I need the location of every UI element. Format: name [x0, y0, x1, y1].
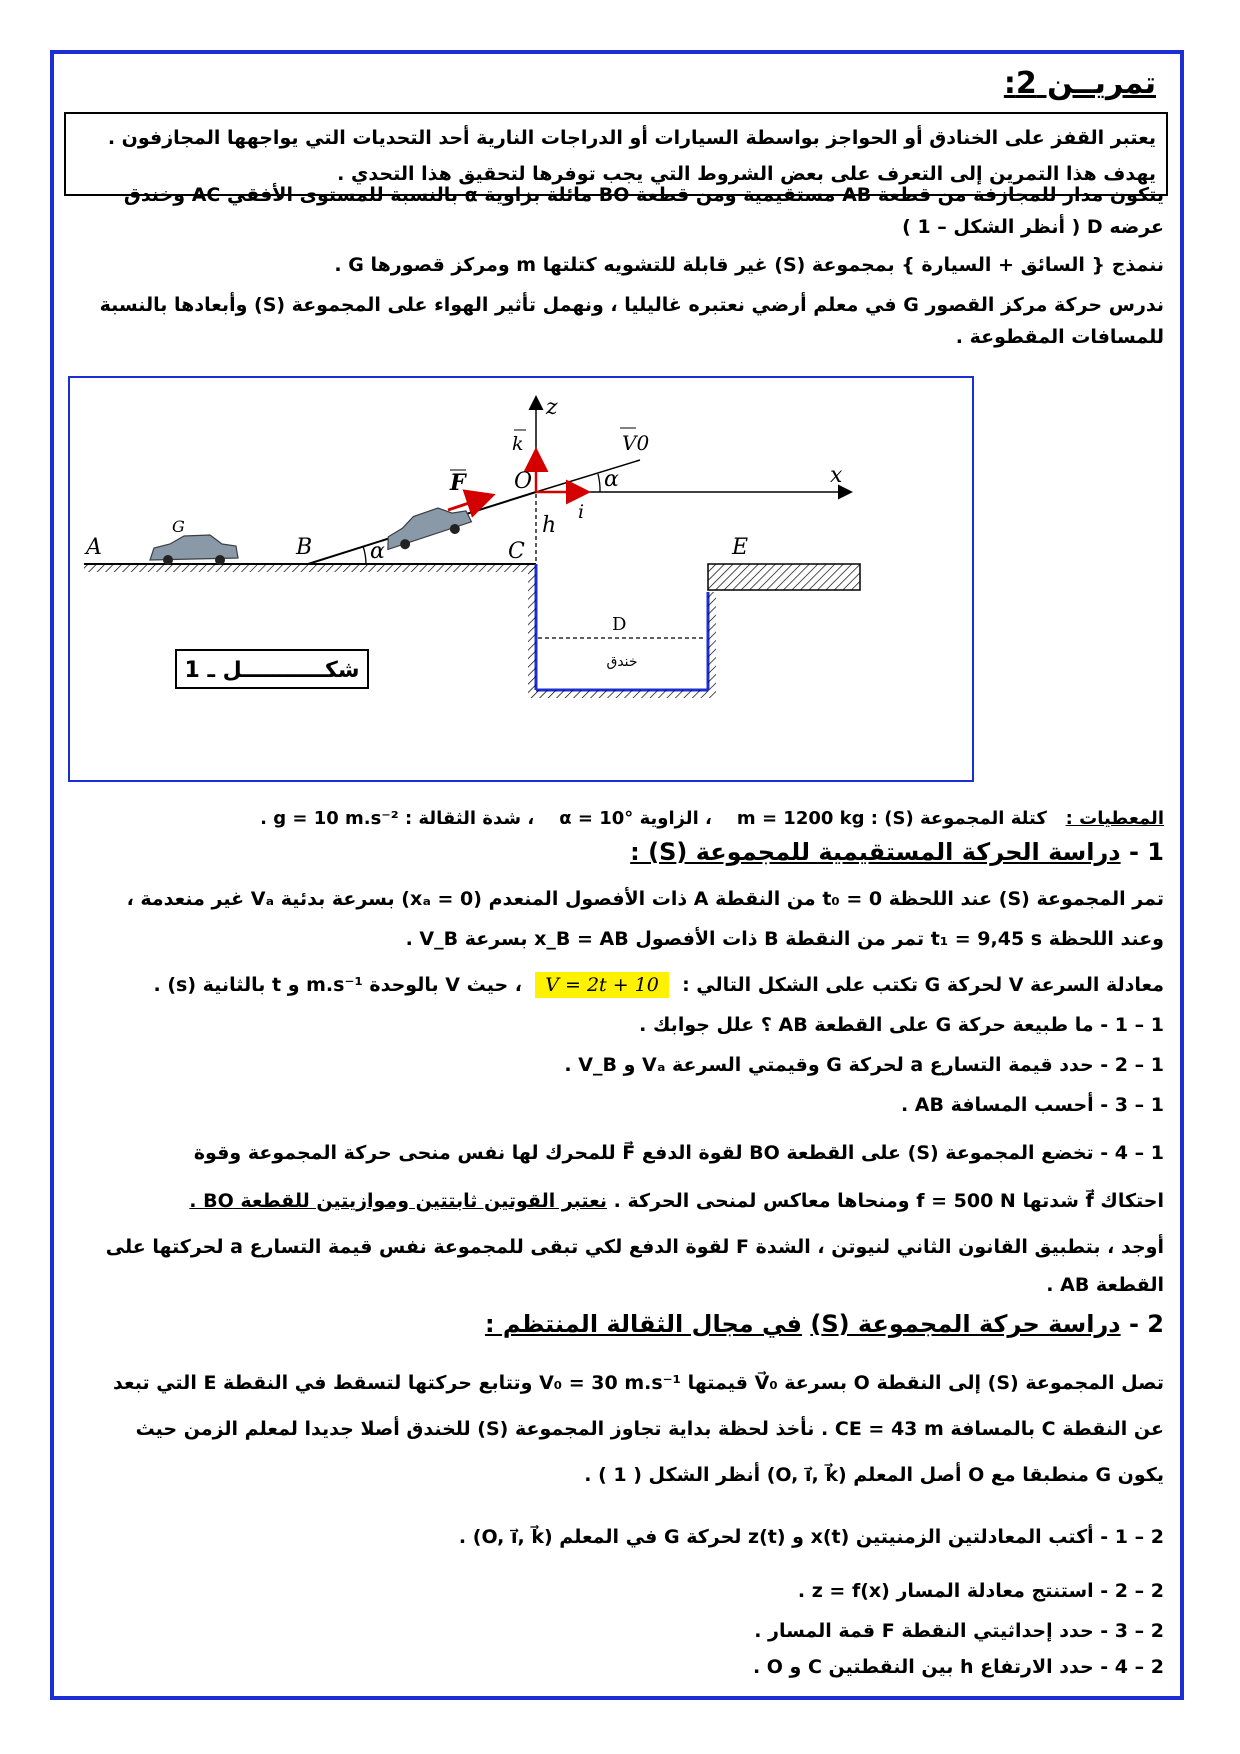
givens-angle: ، الزاوية α = 10°	[559, 808, 712, 829]
setup-line: ننمذج { السائق + السيارة } بمجموعة (S) غير قابلة للتشويه كتلتها m ومركز قصورها G .	[334, 254, 1164, 276]
givens-label: المعطيات :	[1065, 808, 1164, 829]
section-2-heading	[485, 1310, 1164, 1338]
car-at-A	[150, 535, 238, 565]
s1-velocity-intro: معادلة السرعة V لحركة G تكتب على الشكل التالي :	[682, 974, 1164, 996]
figure-caption: شكـــــــــــل ـ 1	[184, 658, 360, 683]
label-h: h	[542, 513, 557, 538]
velocity-equation: V = 2t + 10	[535, 972, 669, 998]
label-F: F	[450, 470, 466, 496]
q4-friction: احتكاك f⃗ شدتها f = 500 N ومنحاها معاكس لمنحى الحركة .	[613, 1190, 1164, 1212]
angle-arc-B	[363, 546, 366, 564]
landing-platform	[708, 564, 860, 590]
label-x: x	[830, 463, 843, 488]
question-1-1: 1 – 1 - ما طبيعة حركة G على القطعة AB ؟ علل جوابك .	[639, 1014, 1164, 1036]
trench-hatch-right	[708, 592, 716, 690]
label-k: k	[512, 433, 524, 455]
figure-diagram	[70, 378, 972, 780]
section-2-title-rest: في مجال الثقالة المنتظم :	[484, 1310, 802, 1338]
label-D: D	[612, 614, 627, 635]
label-trench: خندق	[606, 654, 638, 670]
angle-arc-O	[598, 474, 600, 492]
s1-line: وعند اللحظة t₁ = 9,45 s تمر من النقطة B ذات الأفصول x_B = AB بسرعة V_B .	[405, 928, 1164, 950]
question-2-2: 2 – 2 - استنتج معادلة المسار z = f(x) .	[797, 1580, 1164, 1602]
label-A: A	[86, 535, 102, 560]
givens-line	[260, 808, 1164, 829]
section-2-title: دراسة حركة المجموعة (S)	[810, 1310, 1121, 1338]
label-C: C	[508, 539, 525, 564]
label-z: z	[546, 395, 558, 420]
setup-line: ندرس حركة مركز القصور G في معلم أرضي نعتبره غاليليا ، ونهمل تأثير الهواء على المجموعة (S) وأبعادها بالنسبة	[99, 294, 1164, 316]
question-2-3: 2 – 3 - حدد إحداثيتي النقطة F قمة المسار .	[754, 1620, 1164, 1642]
question-1-4-cont: القطعة AB .	[1046, 1274, 1164, 1296]
question-1-4: 1 – 4 - تخضع المجموعة (S) على القطعة BO لقوة الدفع F⃗ للمحرك لها نفس منحى حركة المجموعة وقوة	[193, 1142, 1164, 1164]
section-2-number: 2 -	[1128, 1310, 1164, 1338]
car-on-ramp	[381, 500, 474, 554]
label-alpha-O: α	[604, 467, 619, 492]
setup-line: للمسافات المقطوعة .	[955, 326, 1164, 348]
label-V0: V0	[622, 431, 650, 455]
setup-line: يتكون مدار للمجازفة من قطعة AB مستقيمية ومن قطعة BO مائلة بزاوية α بالنسبة للمستوى الأفقي AC وخندق	[123, 184, 1164, 206]
figure-1	[68, 376, 974, 782]
trench-hatch-bottom	[528, 690, 716, 698]
label-B: B	[296, 535, 313, 560]
section-1-number: 1 -	[1128, 838, 1164, 866]
label-E: E	[732, 535, 749, 560]
s1-velocity-line	[70, 974, 1164, 996]
trench-hatch-left	[528, 564, 536, 690]
s2-line: عن النقطة C بالمسافة CE = 43 m . نأخذ لحظة بداية تجاوز المجموعة (S) للخندق أصلا جديدا لمعلم الزمن حيث	[135, 1418, 1164, 1440]
section-1-heading	[630, 838, 1164, 866]
question-1-4-cont: أوجد ، بتطبيق القانون الثاني لنيوتن ، الشدة F لقوة الدفع لكي تبقى للمجموعة نفس قيمة التسارع a لحركتها على	[105, 1236, 1164, 1258]
section-1-title: دراسة الحركة المستقيمية للمجموعة (S) :	[630, 838, 1121, 866]
intro-line: يعتبر القفز على الخنادق أو الحواجز بواسطة السيارات أو الدراجات النارية أحد التحديات التي يواجهها المجازفون .	[107, 127, 1156, 149]
intro-line: يهدف هذا التمرين إلى التعرف على بعض الشروط التي يجب توفرها لتحقيق هذا التحدي .	[337, 163, 1156, 185]
s1-velocity-units: ، حيث V بالوحدة m.s⁻¹ و t بالثانية (s) .	[153, 974, 522, 996]
question-1-4-cont	[70, 1190, 1164, 1212]
label-G: G	[172, 517, 185, 536]
givens-mass: كتلة المجموعة (S) : m = 1200 kg	[736, 808, 1047, 829]
ground-hatch	[84, 564, 536, 572]
q4-assumption: نعتبر القوتين ثابتتين وموازيتين للقطعة BO .	[189, 1190, 608, 1212]
setup-line: عرضه D ( أنظر الشكل – 1 )	[902, 216, 1164, 238]
label-alpha-B: α	[370, 539, 385, 564]
ramp-extension	[536, 460, 640, 492]
s2-line: تصل المجموعة (S) إلى النقطة O بسرعة V⃗₀ قيمتها V₀ = 30 m.s⁻¹ وتتابع حركتها لتسقط في النقطة E التي تبعد	[113, 1372, 1164, 1394]
question-1-2: 1 – 2 - حدد قيمة التسارع a لحركة G وقيمتي السرعة Vₐ و V_B .	[564, 1054, 1164, 1076]
question-2-1: 2 – 1 - أكتب المعادلتين الزمنيتين x(t) و z(t) لحركة G في المعلم (O, i⃗, k⃗) .	[458, 1526, 1164, 1548]
question-2-4: 2 – 4 - حدد الارتفاع h بين النقطتين C و O .	[752, 1656, 1164, 1678]
question-1-3: 1 – 3 - أحسب المسافة AB .	[900, 1094, 1164, 1116]
givens-gravity: ، شدة الثقالة : g = 10 m.s⁻² .	[260, 808, 535, 829]
s2-line: يكون G منطبقا مع O أصل المعلم (O, i⃗, k⃗) أنظر الشكل ( 1 ) .	[584, 1464, 1164, 1486]
label-i: i	[578, 501, 585, 523]
label-O: O	[514, 469, 533, 494]
s1-line: تمر المجموعة (S) عند اللحظة t₀ = 0 من النقطة A ذات الأفصول المنعدم (xₐ = 0) بسرعة بدئية Vₐ غير منعدمة ،	[126, 888, 1164, 910]
exercise-title: تمريــن 2:	[1003, 66, 1156, 101]
